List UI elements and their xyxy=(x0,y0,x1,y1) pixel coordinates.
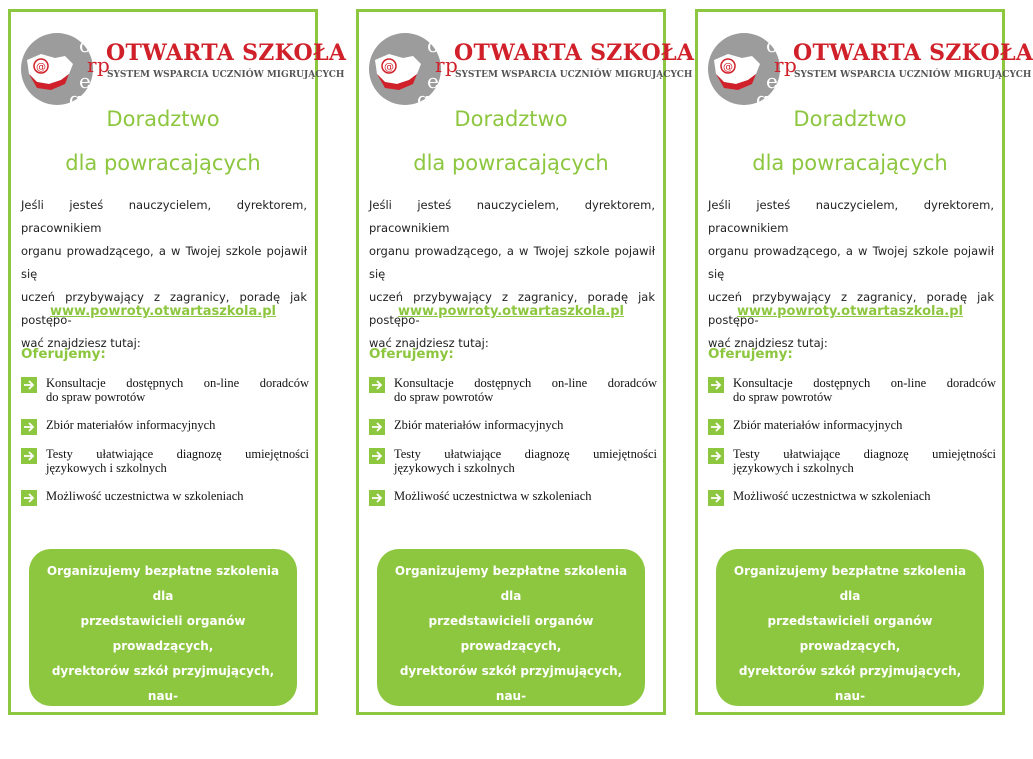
intro-line: uczeń przybywający z zagranicy, poradę jak postępo- xyxy=(369,290,655,327)
list-item xyxy=(708,418,996,432)
offer-line: Zbiór materiałów informacyjnych xyxy=(46,418,216,432)
offer-line: Testy ułatwiające diagnozę umiejętności xyxy=(733,447,996,461)
heading-line-2: dla powracających xyxy=(413,151,609,175)
arrow-right-icon xyxy=(369,377,385,393)
logo xyxy=(708,30,1033,111)
orpeg-logo-icon xyxy=(708,30,797,111)
offer-line: Konsultacje dostępnych on-line doradców xyxy=(46,376,309,390)
brand-subtitle: SYSTEM WSPARCIA UCZNIÓW MIGRUJĄCYCH xyxy=(107,70,345,80)
arrow-right-icon xyxy=(708,490,724,506)
svg-text:r: r xyxy=(87,53,97,77)
intro-line: Jeśli jesteś nauczycielem, dyrektorem, pracownikiem xyxy=(369,198,655,235)
heading-line-2: dla powracających xyxy=(752,151,948,175)
svg-text:o: o xyxy=(79,33,92,57)
intro-line: organu prowadzącego, a w Twojej szkole pojawił się xyxy=(21,244,307,281)
arrow-right-icon xyxy=(21,490,37,506)
svg-text:g: g xyxy=(69,87,82,111)
intro-line: wać znajdziesz tutaj: xyxy=(708,336,828,350)
cta-line: przedstawicieli organów prowadzących, xyxy=(767,614,933,653)
list-item xyxy=(708,447,996,475)
intro-text xyxy=(21,194,307,355)
svg-text:g: g xyxy=(417,87,430,111)
offer-line: do spraw powrotów xyxy=(394,390,494,404)
intro-line: Jeśli jesteś nauczycielem, dyrektorem, pracownikiem xyxy=(708,198,994,235)
intro-line: organu prowadzącego, a w Twojej szkole pojawił się xyxy=(369,244,655,281)
offer-line: językowych i szkolnych xyxy=(733,461,854,475)
svg-text:p: p xyxy=(784,53,797,77)
offers-list xyxy=(708,376,996,503)
cta-line: dyrektorów szkół przyjmujących, nau- xyxy=(51,664,275,703)
arrow-right-icon xyxy=(21,377,37,393)
list-item xyxy=(21,489,309,503)
offer-line: do spraw powrotów xyxy=(733,390,833,404)
offers-title: Oferujemy: xyxy=(21,346,106,362)
intro-line: organu prowadzącego, a w Twojej szkole pojawił się xyxy=(708,244,994,281)
leaflet-panel xyxy=(356,9,695,754)
heading-line-2: dla powracających xyxy=(65,151,261,175)
cta-link[interactable]: www.powroty.otwartaszkola.pl xyxy=(402,739,620,754)
leaflet-panel xyxy=(8,9,347,754)
offer-line: Testy ułatwiające diagnozę umiejętności xyxy=(46,447,309,461)
svg-text:o: o xyxy=(766,33,779,57)
offer-line: Możliwość uczestnictwa w szkoleniach xyxy=(46,489,244,503)
svg-text:p: p xyxy=(445,53,458,77)
arrow-right-icon xyxy=(369,490,385,506)
website-link[interactable]: www.powroty.otwartaszkola.pl xyxy=(50,304,276,319)
svg-text:o: o xyxy=(427,33,440,57)
intro-line: Jeśli jesteś nauczycielem, dyrektorem, pracownikiem xyxy=(21,198,307,235)
svg-text:e: e xyxy=(79,69,91,93)
heading-line-1: Doradztwo xyxy=(106,107,220,131)
cta-line: Organizujemy bezpłatne szkolenia dla xyxy=(733,564,967,603)
svg-text:g: g xyxy=(756,87,769,111)
offer-line: językowych i szkolnych xyxy=(46,461,167,475)
arrow-right-icon xyxy=(708,419,724,435)
website-link[interactable]: www.powroty.otwartaszkola.pl xyxy=(398,304,624,319)
website-link[interactable]: www.powroty.otwartaszkola.pl xyxy=(737,304,963,319)
orpeg-logo-icon xyxy=(21,30,110,111)
orpeg-logo-icon xyxy=(369,30,458,111)
arrow-right-icon xyxy=(21,419,37,435)
svg-text:@: @ xyxy=(36,62,46,73)
offer-line: Możliwość uczestnictwa w szkoleniach xyxy=(394,489,592,503)
offer-line: językowych i szkolnych xyxy=(394,461,515,475)
cta-line: Organizujemy bezpłatne szkolenia dla xyxy=(394,564,628,603)
training-callout xyxy=(29,549,297,754)
offer-line: Konsultacje dostępnych on-line doradców xyxy=(733,376,996,390)
svg-text:@: @ xyxy=(384,62,394,73)
intro-text xyxy=(369,194,655,355)
leaflet-panel xyxy=(695,9,1033,754)
cta-link[interactable]: www.powroty.otwartaszkola.pl xyxy=(54,739,272,754)
intro-line: uczeń przybywający z zagranicy, poradę jak postępo- xyxy=(708,290,994,327)
list-item xyxy=(369,447,657,475)
offers-list xyxy=(369,376,657,503)
svg-text:e: e xyxy=(766,69,778,93)
cta-line: dyrektorów szkół przyjmujących, nau- xyxy=(399,664,623,703)
list-item xyxy=(708,489,996,503)
svg-text:r: r xyxy=(774,53,784,77)
list-item xyxy=(21,376,309,404)
arrow-right-icon xyxy=(21,448,37,464)
offers-title: Oferujemy: xyxy=(708,346,793,362)
offers-list xyxy=(21,376,309,503)
intro-line: wać znajdziesz tutaj: xyxy=(21,336,141,350)
offer-line: Konsultacje dostępnych on-line doradców xyxy=(394,376,657,390)
cta-line: czycieli. Zgłoszenia chęci udziału: xyxy=(48,714,278,728)
list-item xyxy=(369,489,657,503)
training-callout xyxy=(716,549,984,754)
list-item xyxy=(369,418,657,432)
svg-text:e: e xyxy=(427,69,439,93)
svg-text:p: p xyxy=(97,53,110,77)
brand-title: OTWARTA SZKOŁA xyxy=(454,40,695,66)
offer-line: Zbiór materiałów informacyjnych xyxy=(394,418,564,432)
arrow-right-icon xyxy=(708,448,724,464)
cta-line: czycieli. Zgłoszenia chęci udziału: xyxy=(396,714,626,728)
arrow-right-icon xyxy=(369,448,385,464)
training-callout xyxy=(377,549,645,754)
arrow-right-icon xyxy=(708,377,724,393)
brand-subtitle: SYSTEM WSPARCIA UCZNIÓW MIGRUJĄCYCH xyxy=(794,70,1032,80)
arrow-right-icon xyxy=(369,419,385,435)
svg-text:@: @ xyxy=(723,62,733,73)
list-item xyxy=(21,418,309,432)
offer-line: do spraw powrotów xyxy=(46,390,146,404)
offers-title: Oferujemy: xyxy=(369,346,454,362)
offer-line: Zbiór materiałów informacyjnych xyxy=(733,418,903,432)
intro-line: wać znajdziesz tutaj: xyxy=(369,336,489,350)
heading-line-1: Doradztwo xyxy=(793,107,907,131)
cta-line: przedstawicieli organów prowadzących, xyxy=(80,614,246,653)
list-item xyxy=(369,376,657,404)
cta-line: dyrektorów szkół przyjmujących, nau- xyxy=(738,664,962,703)
svg-text:r: r xyxy=(435,53,445,77)
cta-line: Organizujemy bezpłatne szkolenia dla xyxy=(46,564,280,603)
brand-title: OTWARTA SZKOŁA xyxy=(793,40,1033,66)
intro-text xyxy=(708,194,994,355)
logo xyxy=(21,30,347,111)
list-item xyxy=(708,376,996,404)
cta-line: przedstawicieli organów prowadzących, xyxy=(428,614,594,653)
offer-line: Możliwość uczestnictwa w szkoleniach xyxy=(733,489,931,503)
brand-subtitle: SYSTEM WSPARCIA UCZNIÓW MIGRUJĄCYCH xyxy=(455,70,693,80)
intro-line: uczeń przybywający z zagranicy, poradę jak postępo- xyxy=(21,290,307,327)
heading-line-1: Doradztwo xyxy=(454,107,568,131)
logo xyxy=(369,30,695,111)
cta-link[interactable]: www.powroty.otwartaszkola.pl xyxy=(741,739,959,754)
offer-line: Testy ułatwiające diagnozę umiejętności xyxy=(394,447,657,461)
cta-line: czycieli. Zgłoszenia chęci udziału: xyxy=(735,714,965,728)
brand-title: OTWARTA SZKOŁA xyxy=(106,40,347,66)
list-item xyxy=(21,447,309,475)
